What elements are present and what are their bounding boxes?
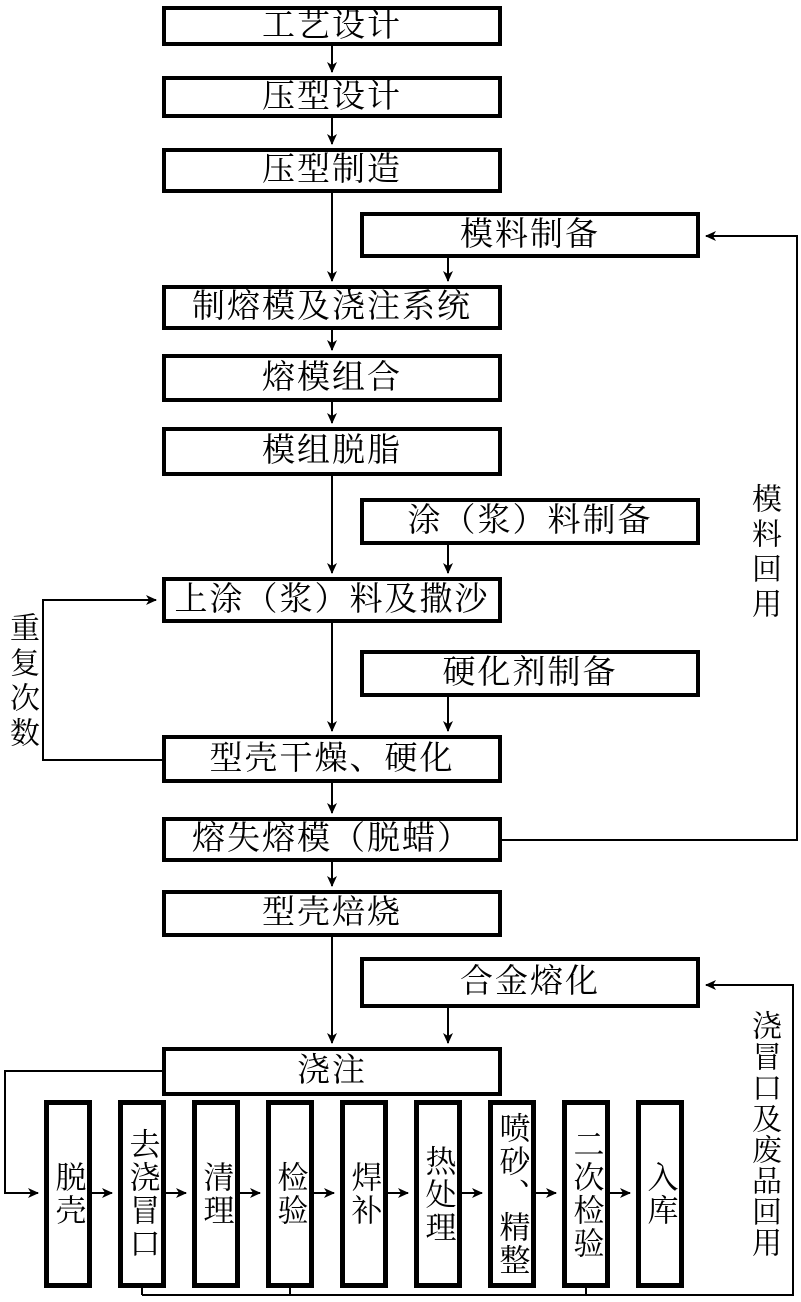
node-weld-repair: 焊补 (340, 1100, 388, 1288)
node-die-manufacture: 压型制造 (162, 148, 502, 193)
node-shell-roast: 型壳焙烧 (162, 890, 502, 937)
node-die-design: 压型设计 (162, 76, 502, 118)
node-heat-treatment: 热处理 (414, 1100, 462, 1288)
node-alloy-melting: 合金熔化 (360, 957, 700, 1008)
node-hardener-preparation: 硬化剂制备 (360, 650, 700, 697)
node-pouring: 浇注 (162, 1047, 502, 1096)
node-dewax: 熔失熔模（脱蜡） (162, 817, 502, 862)
node-cleaning: 清理 (192, 1100, 240, 1288)
node-slurry-preparation: 涂（浆）料制备 (360, 498, 700, 545)
label-gate-scrap-recycle: 浇冒口及废品回用 (747, 1010, 780, 1258)
node-inspection: 检验 (266, 1100, 314, 1288)
node-pattern-assembly: 熔模组合 (162, 354, 502, 402)
node-process-design: 工艺设计 (162, 6, 502, 46)
node-sandblast-finishing: 喷砂、精整 (488, 1100, 536, 1288)
node-storage: 入库 (636, 1100, 684, 1288)
label-repeat-count: 重复次数 (5, 612, 38, 752)
node-shell-removal: 脱壳 (44, 1100, 92, 1288)
label-wax-recycle: 模料回用 (747, 483, 780, 623)
node-apply-slurry-and-sand: 上涂（浆）料及撒沙 (162, 577, 502, 623)
repeat-loop-arrow (43, 600, 162, 760)
node-wax-preparation: 模料制备 (360, 212, 700, 258)
node-shell-dry-harden: 型壳干燥、硬化 (162, 735, 502, 783)
node-second-inspection: 二次检验 (562, 1100, 610, 1288)
node-assembly-degrease: 模组脱脂 (162, 427, 502, 476)
node-cut-gates-risers: 去浇冒口 (118, 1100, 166, 1288)
node-make-pattern-and-gating: 制熔模及浇注系统 (162, 285, 502, 330)
